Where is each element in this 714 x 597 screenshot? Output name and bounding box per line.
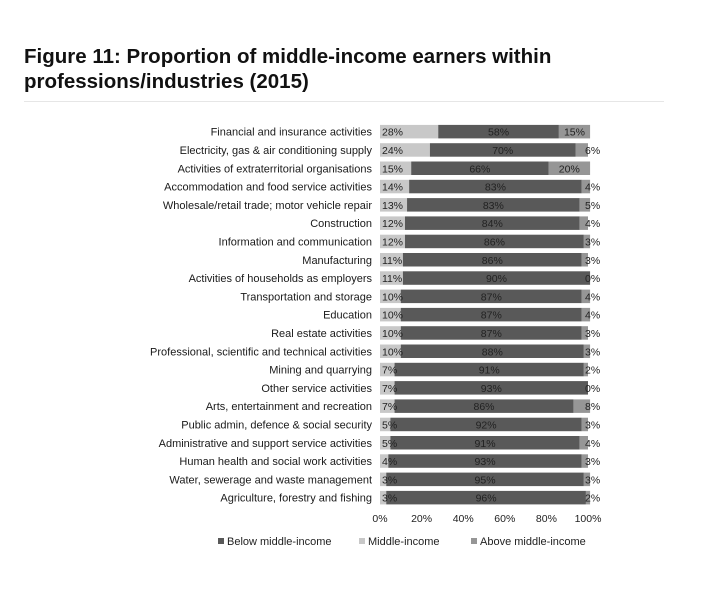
data-label-below-middle-income: 70% xyxy=(492,144,514,157)
data-label-middle-income: 10% xyxy=(382,291,404,304)
data-label-middle-income: 5% xyxy=(382,437,398,450)
data-label-above-middle-income: 4% xyxy=(585,437,601,450)
data-label-middle-income: 5% xyxy=(382,419,398,432)
data-label-middle-income: 10% xyxy=(382,327,404,340)
data-label-above-middle-income: 0% xyxy=(585,273,601,286)
data-label-below-middle-income: 58% xyxy=(488,126,510,139)
category-label: Transportation and storage xyxy=(240,291,372,304)
legend-swatch xyxy=(471,538,477,544)
data-label-above-middle-income: 3% xyxy=(585,236,601,249)
data-label-middle-income: 12% xyxy=(382,236,404,249)
data-label-middle-income: 11% xyxy=(382,254,403,267)
legend-swatch xyxy=(359,538,365,544)
category-label: Activities of households as employers xyxy=(188,273,372,286)
data-label-below-middle-income: 87% xyxy=(480,291,502,304)
category-axis xyxy=(150,127,372,505)
data-label-above-middle-income: 20% xyxy=(558,163,580,176)
legend-label: Middle-income xyxy=(368,536,440,548)
data-label-above-middle-income: 3% xyxy=(585,474,601,487)
data-label-below-middle-income: 88% xyxy=(481,346,503,359)
x-tick-label: 100% xyxy=(574,513,602,525)
category-label: Water, sewerage and waste management xyxy=(169,474,372,487)
data-label-middle-income: 24% xyxy=(382,144,404,157)
category-label: Information and communication xyxy=(218,236,372,249)
category-label: Agriculture, forestry and fishing xyxy=(220,492,372,505)
data-label-below-middle-income: 87% xyxy=(480,309,502,322)
category-label: Mining and quarrying xyxy=(269,364,372,377)
data-label-below-middle-income: 87% xyxy=(480,327,502,340)
category-label: Financial and insurance activities xyxy=(210,126,372,139)
data-label-above-middle-income: 5% xyxy=(585,199,601,212)
data-label-middle-income: 11% xyxy=(382,273,403,286)
category-label: Construction xyxy=(310,218,372,231)
x-tick-label: 60% xyxy=(494,513,516,525)
data-label-below-middle-income: 93% xyxy=(474,456,496,469)
data-label-below-middle-income: 93% xyxy=(480,382,502,395)
data-label-middle-income: 3% xyxy=(382,474,398,487)
data-label-below-middle-income: 95% xyxy=(474,474,496,487)
legend xyxy=(218,536,586,548)
data-label-above-middle-income: 3% xyxy=(585,254,601,267)
data-label-middle-income: 7% xyxy=(382,364,398,377)
data-label-middle-income: 7% xyxy=(382,382,398,395)
legend-label: Above middle-income xyxy=(480,536,586,548)
data-label-middle-income: 10% xyxy=(382,309,404,322)
data-label-middle-income: 15% xyxy=(382,163,404,176)
data-label-above-middle-income: 4% xyxy=(585,309,601,322)
data-label-below-middle-income: 86% xyxy=(481,254,503,267)
data-label-below-middle-income: 86% xyxy=(483,236,505,249)
data-label-below-middle-income: 92% xyxy=(475,419,497,432)
data-label-middle-income: 4% xyxy=(382,456,398,469)
figure-title: Figure 11: Proportion of middle-income earners within professions/industries (2015) xyxy=(24,45,552,93)
data-label-above-middle-income: 2% xyxy=(585,492,601,505)
data-label-below-middle-income: 86% xyxy=(473,401,495,414)
category-label: Manufacturing xyxy=(302,254,372,267)
data-label-middle-income: 12% xyxy=(382,218,404,231)
data-label-above-middle-income: 2% xyxy=(585,364,601,377)
data-label-above-middle-income: 6% xyxy=(585,144,601,157)
category-label: Human health and social work activities xyxy=(179,456,372,469)
x-tick-label: 0% xyxy=(372,513,388,525)
data-label-above-middle-income: 4% xyxy=(585,218,601,231)
data-label-above-middle-income: 3% xyxy=(585,419,601,432)
data-label-below-middle-income: 90% xyxy=(485,273,507,286)
data-label-below-middle-income: 84% xyxy=(481,218,503,231)
data-label-above-middle-income: 3% xyxy=(585,346,601,359)
x-axis xyxy=(372,513,601,525)
data-label-below-middle-income: 66% xyxy=(469,163,491,176)
data-label-below-middle-income: 91% xyxy=(478,364,500,377)
category-label: Electricity, gas & air conditioning supply xyxy=(179,144,372,157)
legend-swatch xyxy=(218,538,224,544)
x-tick-label: 80% xyxy=(535,513,557,525)
data-label-middle-income: 3% xyxy=(382,492,398,505)
category-label: Wholesale/retail trade; motor vehicle repair xyxy=(162,199,372,212)
data-label-middle-income: 7% xyxy=(382,401,398,414)
data-label-below-middle-income: 83% xyxy=(484,181,506,194)
category-label: Education xyxy=(323,309,372,322)
data-label-middle-income: 10% xyxy=(382,346,404,359)
category-label: Real estate activities xyxy=(271,327,372,340)
category-label: Arts, entertainment and recreation xyxy=(205,401,372,414)
legend-label: Below middle-income xyxy=(227,536,332,548)
data-label-above-middle-income: 15% xyxy=(563,126,585,139)
category-label: Activities of extraterritorial organisations xyxy=(177,163,372,176)
category-label: Administrative and support service activities xyxy=(158,437,372,450)
category-label: Professional, scientific and technical activities xyxy=(150,346,372,359)
data-label-above-middle-income: 4% xyxy=(585,181,601,194)
data-label-above-middle-income: 3% xyxy=(585,327,601,340)
x-tick-label: 20% xyxy=(411,513,433,525)
data-label-above-middle-income: 3% xyxy=(585,456,601,469)
data-label-middle-income: 14% xyxy=(382,181,404,194)
data-label-above-middle-income: 8% xyxy=(585,401,601,414)
data-label-middle-income: 28% xyxy=(382,126,404,139)
category-label: Other service activities xyxy=(261,382,372,395)
data-label-below-middle-income: 91% xyxy=(474,437,496,450)
x-tick-label: 40% xyxy=(452,513,474,525)
category-label: Public admin, defence & social security xyxy=(181,419,372,432)
data-label-above-middle-income: 0% xyxy=(585,382,601,395)
data-label-above-middle-income: 4% xyxy=(585,291,601,304)
data-label-below-middle-income: 83% xyxy=(482,199,504,212)
data-label-middle-income: 13% xyxy=(382,199,404,212)
data-label-below-middle-income: 96% xyxy=(475,492,497,505)
category-label: Accommodation and food service activities xyxy=(164,181,372,194)
